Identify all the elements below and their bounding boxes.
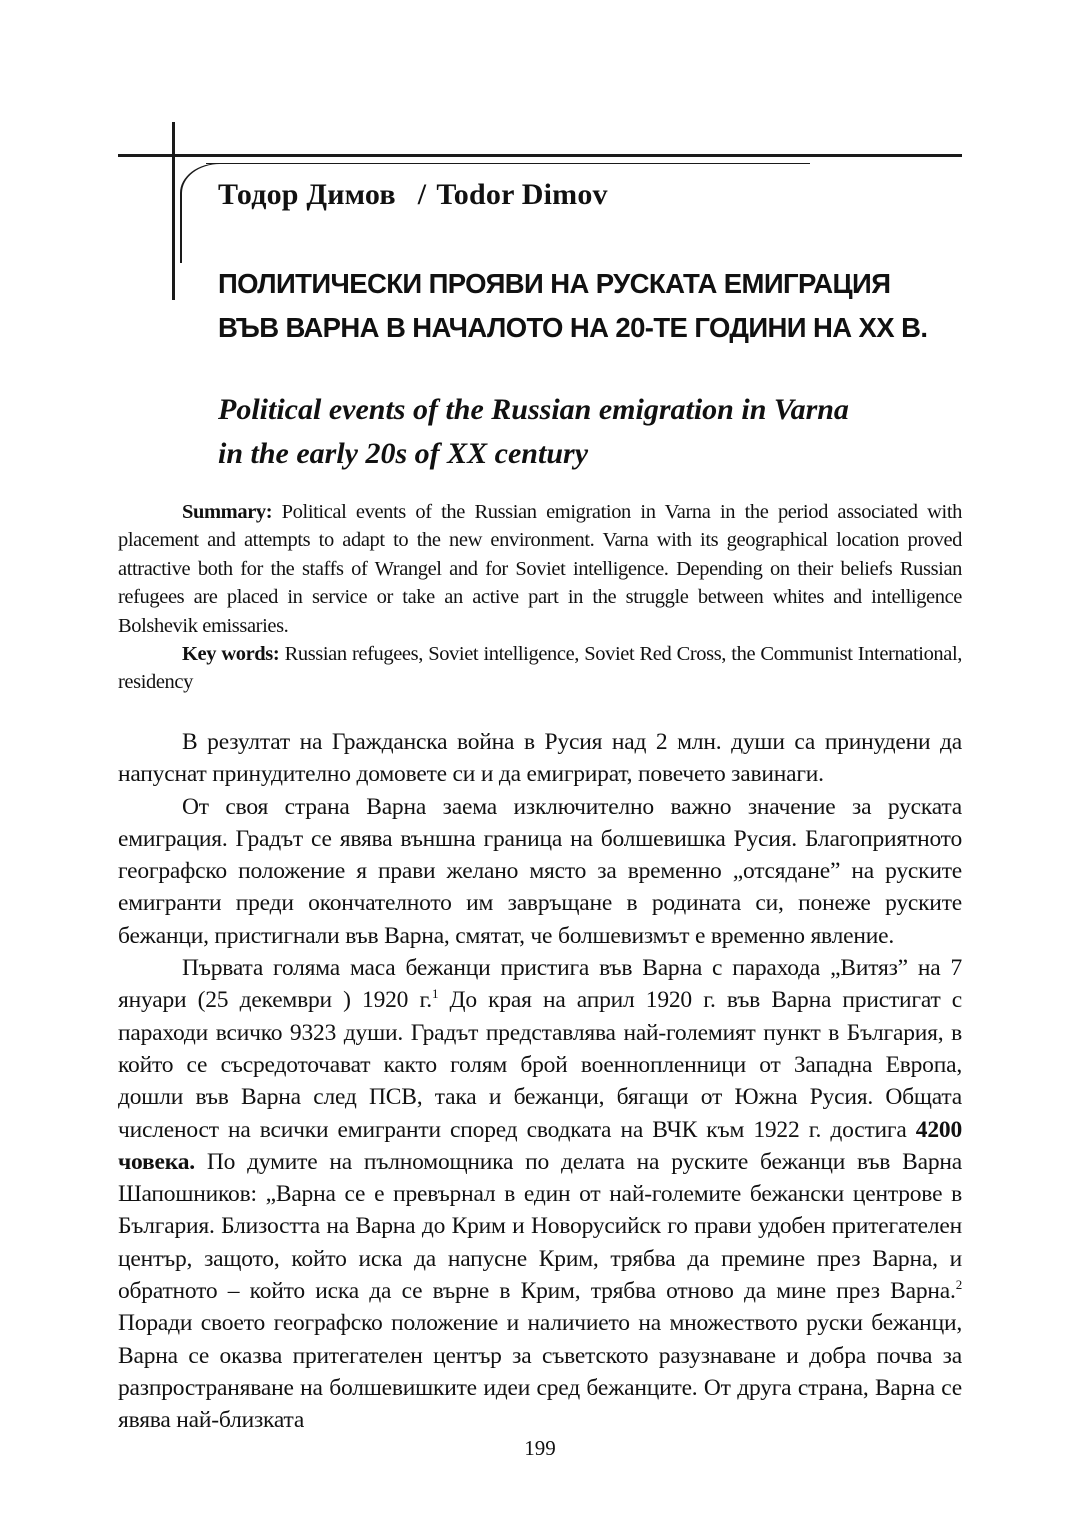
keywords-label: Key words: (182, 643, 280, 666)
body-paragraph-2: От своя страна Варна заема изключително важно значение за руската емиграция. Градът се явява външна граница на болшевишка Русия. Благоприятното географско положение я прави желано място за временно „отсядане” на руските емигранти преди окончателното им завръщане в родината си, понеже руските бежанци, пристигнали във Варна, смятат, че болшевизмът е временно явление. (118, 793, 962, 949)
author-bg: Тодор Димов (218, 178, 396, 211)
body-paragraph-1: В резултат на Гражданска война в Русия над 2 млн. души са принудени да напуснат принудително домовете си и да емигрират, повечето завинаги. (118, 729, 962, 788)
title-en-line-2: in the early 20s of XX century (218, 437, 589, 470)
title-bg-line-1: ПОЛИТИЧЕСКИ ПРОЯВИ НА РУСКАТА ЕМИГРАЦИЯ (218, 268, 891, 299)
body-p3-part-b: До края на април 1920 г. във Варна пристигат с параходи всичко 9323 души. Градът представлява най-големият пункт в България, в който се съсредоточават както голям брой военнопленници от Западна Европа, дошли във Варна след ПСВ, така и бежанци, бягащи от Южна Русия. Общата численост на всички емигранти според сводката на ВЧК към 1922 г. достига (118, 987, 962, 1143)
article-title-en (218, 388, 849, 476)
page-number: 199 (524, 1436, 556, 1460)
abstract (118, 498, 962, 697)
author-line (218, 178, 608, 212)
header-horizontal-rule (118, 154, 962, 157)
title-bg-line-2: ВЪВ ВАРНА В НАЧАЛОТО НА 20-ТЕ ГОДИНИ НА XX В. (218, 312, 928, 343)
header-thin-rule (206, 163, 810, 164)
body-p3-part-a: Първата голяма маса бежанци пристига във Варна с парахода „Витяз” на 7 януари (25 декември ) 1920 г. (118, 955, 962, 1014)
article-body (118, 726, 962, 1437)
keywords-paragraph (118, 640, 962, 697)
header-vertical-rule (172, 122, 175, 300)
article-title-bg (218, 262, 968, 350)
summary-label: Summary: (182, 501, 273, 523)
keywords-text: Russian refugees, Soviet intelligence, Soviet Red Cross, the Communist International, residency (118, 643, 963, 694)
body-p3-part-c: По думите на пълномощника по делата на руските бежанци във Варна Шапошников: „Варна се е превърнал в един от най-големите бежански центрове в България. Близостта на Варна до Крим и Новорусийск го прави удобен притегателен център, защото, който иска да напусне Крим, трябва да премине през Варна, и обратното – който иска да се върне в Крим, трябва отново да мине през Варна. (118, 1148, 962, 1305)
body-paragraph-3 (118, 952, 962, 1436)
footnote-ref-1[interactable]: 1 (431, 986, 439, 1002)
body-p3-part-d: Поради своето географско положение и наличието на множеството руски бежанци, Варна се оказва притегателен център за съветското разузнаване и добра почва за разпространяване на болшевишките идеи сред бежанците. От друга страна, Варна се явява най-близката (118, 1310, 962, 1434)
summary-paragraph (118, 498, 962, 640)
footnote-ref-2[interactable]: 2 (955, 1277, 962, 1293)
author-en: Todor Dimov (436, 178, 608, 211)
summary-text: Political events of the Russian emigration in Varna in the period associated with placement and attempts to adapt to the new environment. Varna with its geographical location proved attractive both for the staffs of Wrangel and for Soviet intelligence. Depending on their beliefs Russian refugees are placed in service or take an active part in the struggle between whites and intelligence Bolshevik emissaries. (118, 501, 962, 637)
author-separator: / (417, 178, 427, 211)
body-p3-bold: 4200 човека. (118, 1116, 962, 1175)
title-en-line-1: Political events of the Russian emigration in Varna (218, 393, 849, 426)
